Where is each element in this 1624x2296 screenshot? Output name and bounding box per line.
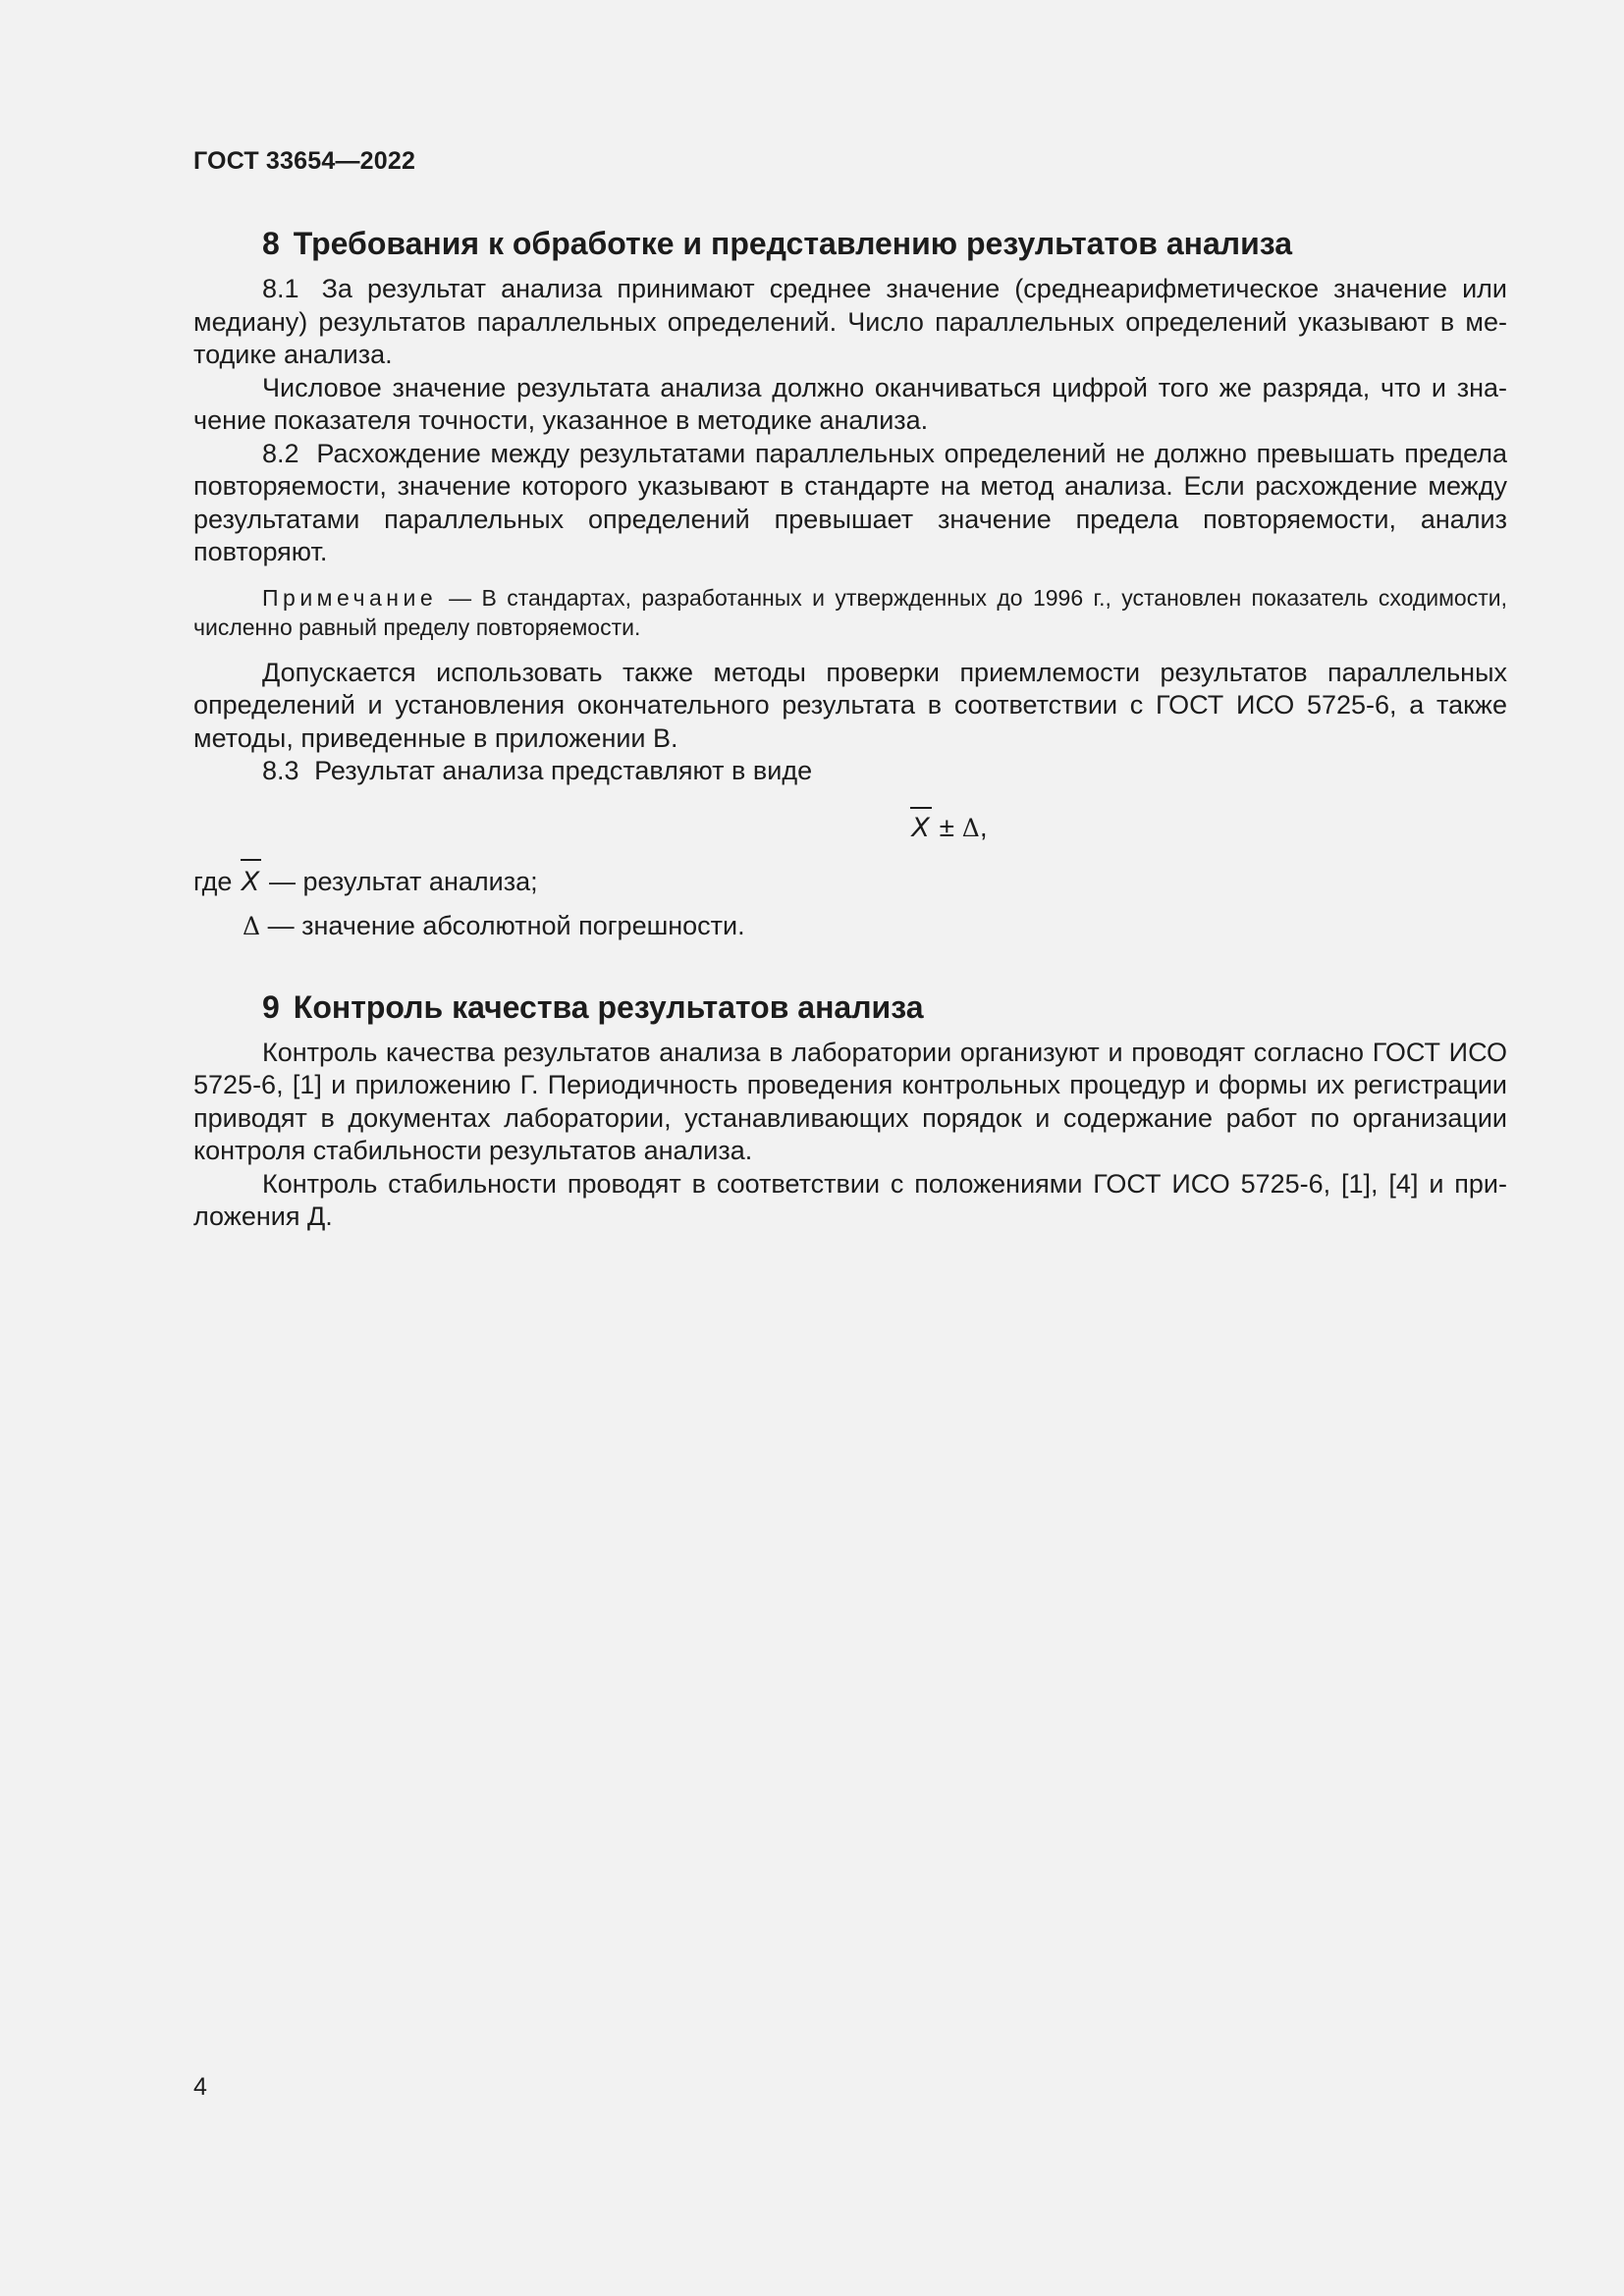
formula-tail: , [979,811,988,842]
page-number: 4 [193,2073,207,2101]
paragraph-8-2-continued: Допускается использовать также методы проверки приемлемости результатов параллельных определений и установления окончательного результата в соответствии с ГОСТ ИСО 5725-6, а также методы, приведенные в приложении В. [193,657,1507,753]
where-x-description: — результат анализа; [268,866,538,896]
section-9-number: 9 [262,988,280,1025]
section-9-title-text: Контроль качества результатов анализа [293,988,924,1025]
formula-x-bar: X [909,809,932,848]
paragraph-9-1: Контроль качества результатов анализа в лаборатории организуют и проводят согласно ГОСТ ИСО 5725-6, [1] и приложению Г. Периодичность проведения контрольных процедур и формы их регистрации приводят в документах лаборатории, устанавливающих порядок и содержание работ по организации контроля стабильности результатов анализа. [193,1037,1507,1165]
where-line-delta [193,904,1507,948]
paragraph-8-1 [193,273,1507,372]
document-code-header: ГОСТ 33654—2022 [193,147,416,175]
note [193,583,1507,642]
paragraph-8-1-text: За результат анализа принимают среднее значение (среднеарифметическое значение или медиану) результатов параллельных определений. Число параллельных определений указывают в методике анализа. [193,274,1507,369]
formula-plus-minus: ± [939,811,955,842]
section-8-title-text: Требования к обработке и представлению результатов анализа [293,226,1293,261]
formula-explanation [193,860,1507,948]
where-delta: Δ [243,911,261,940]
where-x-bar: X [240,861,262,904]
paragraph-9-2: Контроль стабильности проводят в соответствии с положениями ГОСТ ИСО 5725-6, [1], [4] и приложения Д. [193,1168,1507,1231]
paragraph-8-2-text: Расхождение между результатами параллельных определений не должно превышать предела повторяемости, значение которого указывают в стандарте на метод анализа. Если расхождение между результатами параллельных определений превышает значение предела повторяемости, анализ повторяют. [193,438,1507,566]
section-8-title [262,224,1507,263]
where-prefix: где [193,866,233,896]
page-content [193,224,1507,1234]
section-8-number: 8 [262,226,280,261]
formula-delta: Δ [961,813,980,842]
paragraph-8-2 [193,438,1507,569]
where-delta-description: — значение абсолютной погрешности. [267,910,745,940]
paragraph-8-3-number: 8.3 [262,756,299,785]
where-line-x [193,860,1507,904]
paragraph-8-2-number: 8.2 [262,438,299,468]
note-text: — В стандартах, разработанных и утвержденных до 1996 г., установлен показатель сходимости, численно равный пределу повторяемости. [193,584,1507,640]
section-9-title [262,988,1507,1027]
paragraph-8-3 [193,755,1507,788]
paragraph-8-1-number: 8.1 [262,274,299,303]
paragraph-8-3-text: Результат анализа представляют в виде [314,756,813,785]
paragraph-8-1-continued: Числовое значение результата анализа должно оканчиваться цифрой того же разряда, что и значение показателя точности, указанное в методике анализа. [193,372,1507,435]
note-label: Примечание [262,584,438,611]
result-formula [193,808,1507,848]
